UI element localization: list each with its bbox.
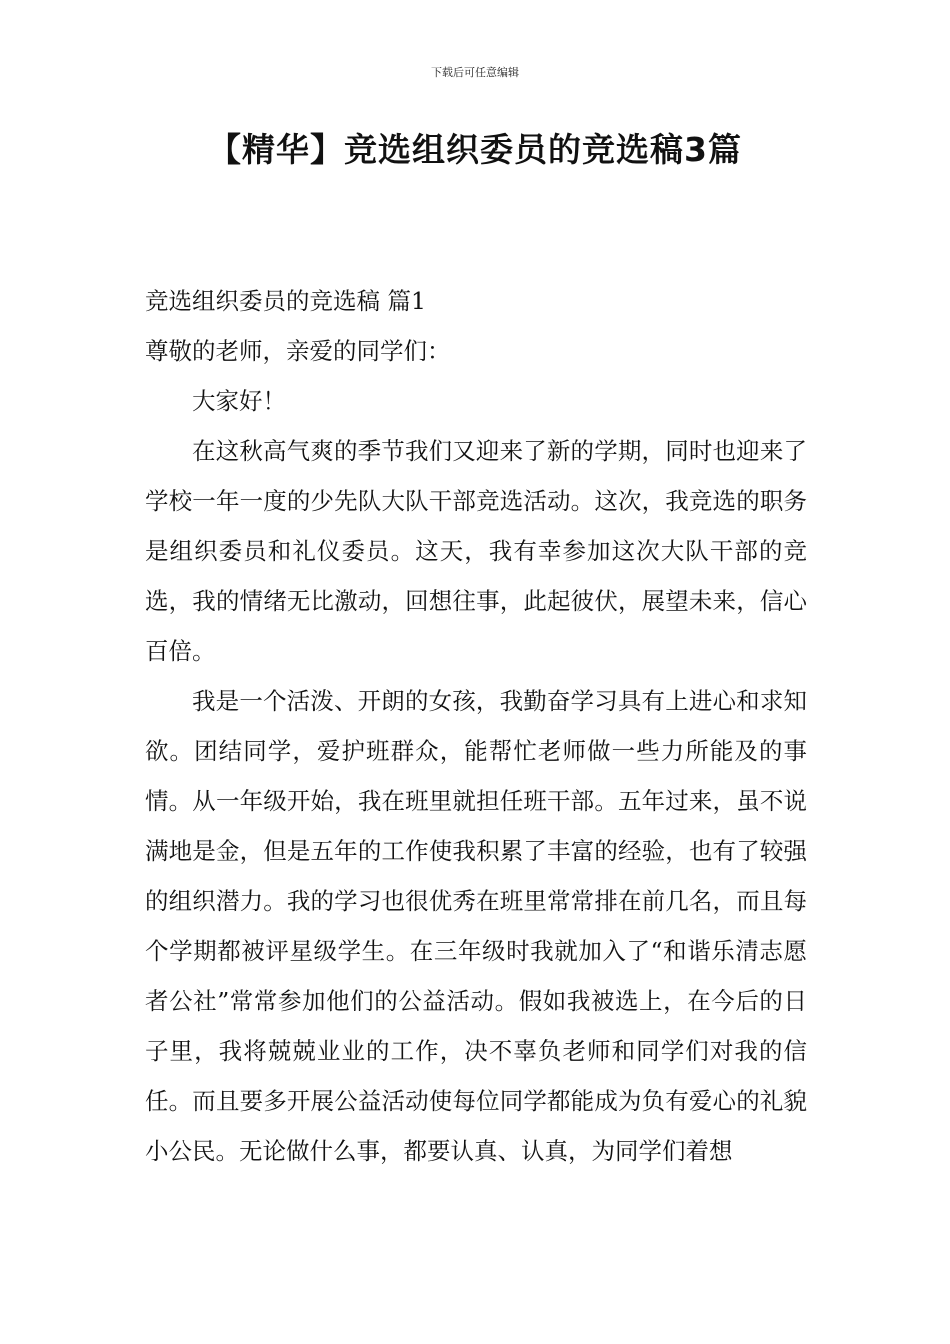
document-body xyxy=(145,276,807,1176)
paragraph-2: 我是一个活泼、开朗的女孩，我勤奋学习具有上进心和求知欲。团结同学，爱护班群众，能帮忙老师做一些力所能及的事情。从一年级开始，我在班里就担任班干部。五年过来，虽不说满地是金，但是五年的工作使我积累了丰富的经验，也有了较强的组织潜力。我的学习也很优秀在班里常常排在前几名，而且每个学期都被评星级学生。在三年级时我就加入了“和谐乐清志愿者公社”常常参加他们的公益活动。假如我被选上，在今后的日子里，我将兢兢业业的工作，决不辜负老师和同学们对我的信任。而且要多开展公益活动使每位同学都能成为负有爱心的礼貌小公民。无论做什么事，都要认真、认真，为同学们着想 xyxy=(145,687,807,1165)
header-note: 下载后可任意编辑 xyxy=(431,66,519,79)
section-heading: 竞选组织委员的竞选稿 篇1 xyxy=(145,287,426,315)
paragraph-1: 在这秋高气爽的季节我们又迎来了新的学期，同时也迎来了学校一年一度的少先队大队干部竞选活动。这次，我竞选的职务是组织委员和礼仪委员。这天，我有幸参加这次大队干部的竞选，我的情绪无比激动，回想往事，此起彼伏，展望未来，信心百倍。 xyxy=(145,437,807,665)
greeting: 大家好！ xyxy=(192,387,286,415)
salutation: 尊敬的老师，亲爱的同学们： xyxy=(145,337,451,365)
document-title: 【精华】竞选组织委员的竞选稿3篇 xyxy=(208,130,742,169)
